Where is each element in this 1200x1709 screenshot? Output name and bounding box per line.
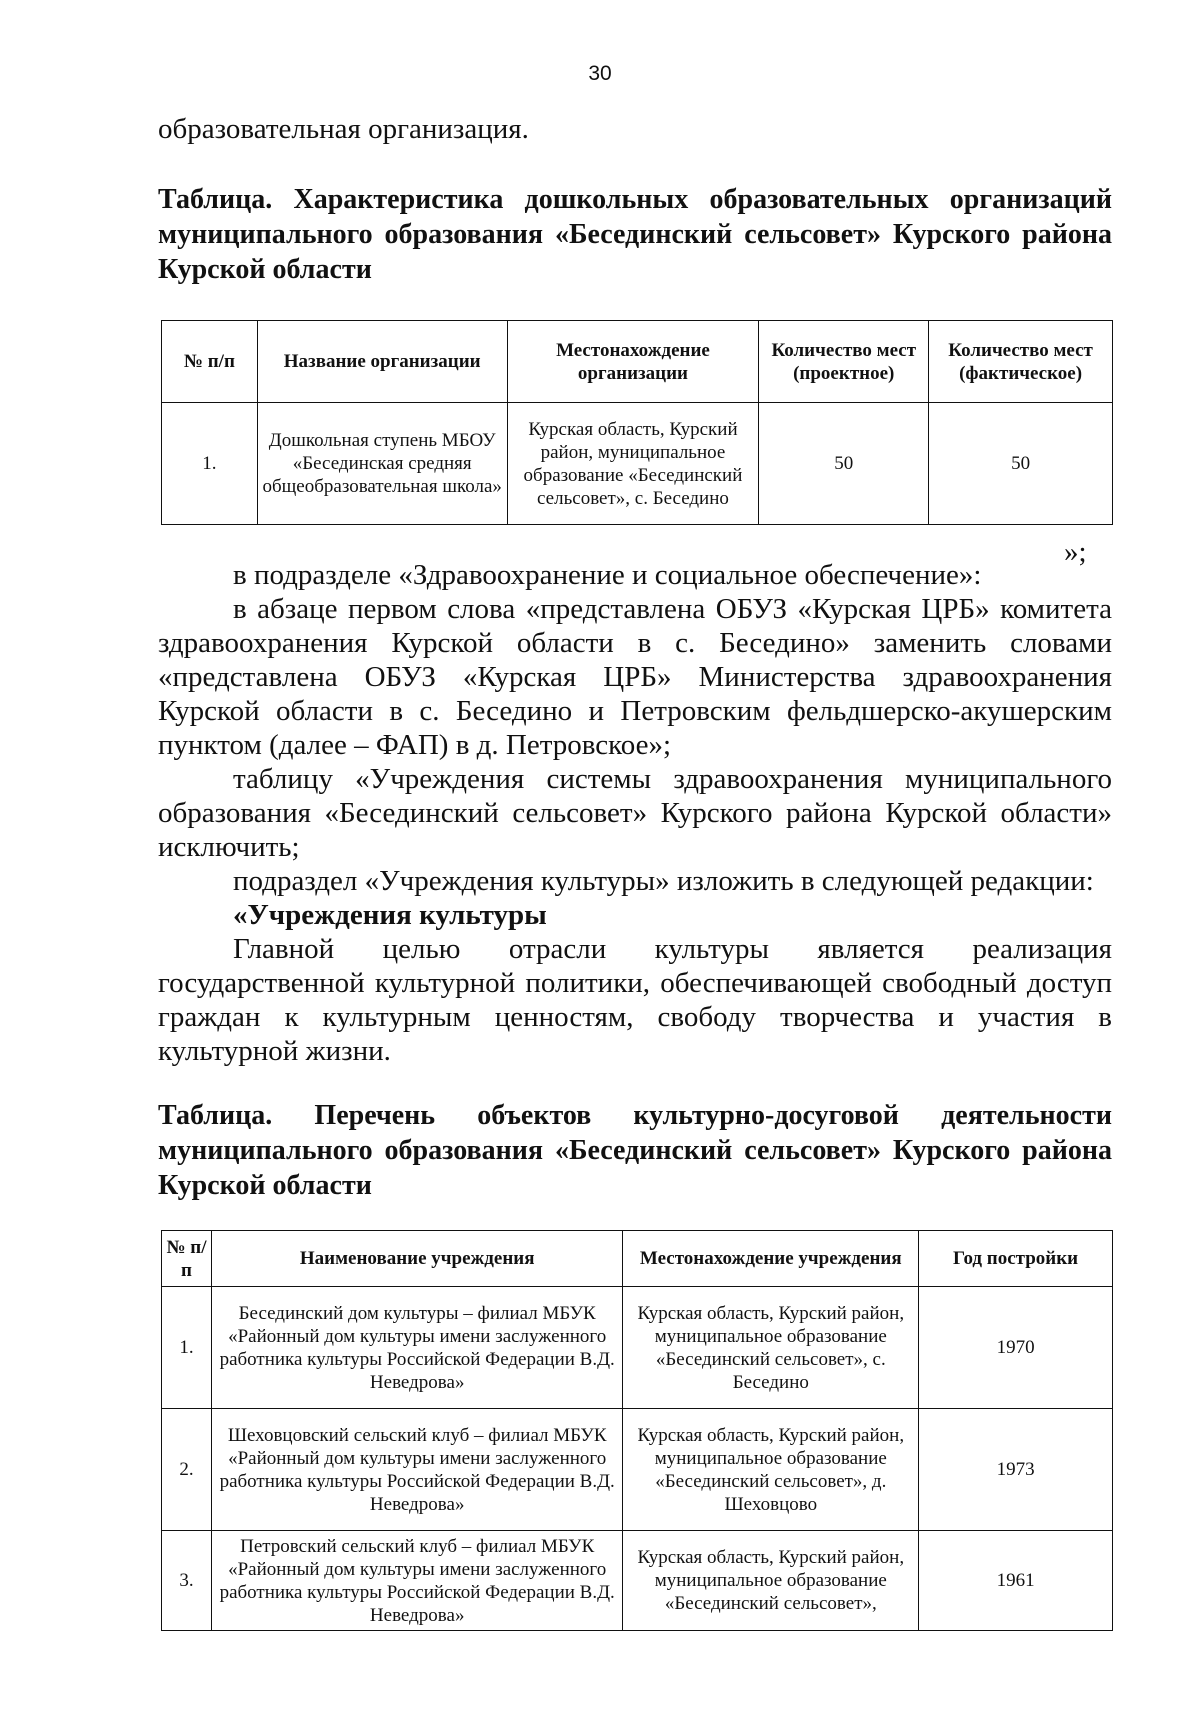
table2-header-name: Наименование учреждения — [211, 1231, 622, 1287]
table-row — [162, 1409, 1113, 1531]
table2-cell-num: 2. — [162, 1409, 212, 1531]
table1-cell-capacity-actual: 50 — [929, 403, 1113, 525]
table2-title-block — [158, 1098, 1112, 1203]
table2-cell-location: Курская область, Курский район, муниципальное образование «Бесединский сельсовет», с. Беседино — [623, 1287, 919, 1409]
table2-cell-year: 1961 — [919, 1531, 1113, 1631]
table2-header-num: № п/п — [162, 1231, 212, 1287]
closing-quote: »; — [1064, 536, 1087, 568]
table-row — [162, 1531, 1113, 1631]
page-number: 30 — [588, 62, 612, 85]
culture-heading: «Учреждения культуры — [233, 899, 547, 931]
table2-cell-location: Курская область, Курский район, муниципальное образование «Бесединский сельсовет», — [623, 1531, 919, 1631]
table1-cell-location: Курская область, Курский район, муниципальное образование «Бесединский сельсовет», с. Беседино — [507, 403, 759, 525]
paragraph-table-exclude: таблицу «Учреждения системы здравоохранения муниципального образования «Бесединский сельсовет» Курского района Курской области» исключить; — [158, 763, 1112, 863]
table2-cell-num: 3. — [162, 1531, 212, 1631]
table1-header-name: Название организации — [257, 321, 507, 403]
table2-cell-year: 1973 — [919, 1409, 1113, 1531]
table1-header-capacity-project: Количество мест (проектное) — [759, 321, 929, 403]
body-text — [158, 558, 1112, 1068]
table2-cell-name: Шеховцовский сельский клуб – филиал МБУК «Районный дом культуры имени заслуженного работника культуры Российской Федерации В.Д. Неведрова» — [211, 1409, 622, 1531]
culture-table — [161, 1230, 1113, 1631]
table1-header-location: Местонахождение организации — [507, 321, 759, 403]
intro-line: образовательная организация. — [158, 113, 529, 145]
table2-cell-location: Курская область, Курский район, муниципальное образование «Бесединский сельсовет», д. Шеховцово — [623, 1409, 919, 1531]
intro-line-block — [158, 112, 1112, 146]
table-row — [162, 403, 1113, 525]
preschool-table — [161, 320, 1113, 525]
table2-header-location: Местонахождение учреждения — [623, 1231, 919, 1287]
paragraph-replace-words: в абзаце первом слова «представлена ОБУЗ «Курская ЦРБ» комитета здравоохранения Курской области в с. Беседино» заменить словами «представлена ОБУЗ «Курская ЦРБ» Министерства здравоохранения Курской области в с. Беседино и Петровским фельдшерско-акушерским пунктом (далее – ФАП) в д. Петровское»; — [158, 593, 1112, 761]
table2-cell-num: 1. — [162, 1287, 212, 1409]
table1-cell-capacity-project: 50 — [759, 403, 929, 525]
table2-cell-name: Бесединский дом культуры – филиал МБУК «Районный дом культуры имени заслуженного работника культуры Российской Федерации В.Д. Неведрова» — [211, 1287, 622, 1409]
table1-cell-name: Дошкольная ступень МБОУ «Бесединская средняя общеобразовательная школа» — [257, 403, 507, 525]
table1-title-block — [158, 182, 1112, 287]
culture-paragraph: Главной целью отрасли культуры является реализация государственной культурной политики, обеспечивающей свободный доступ граждан к культурным ценностям, свободу творчества и участия в культурной жизни. — [158, 933, 1112, 1067]
table2-cell-name: Петровский сельский клуб – филиал МБУК «Районный дом культуры имени заслуженного работника культуры Российской Федерации В.Д. Неведрова» — [211, 1531, 622, 1631]
table1-header-num: № п/п — [162, 321, 258, 403]
table2-header-year: Год постройки — [919, 1231, 1113, 1287]
paragraph-culture-subsection: подраздел «Учреждения культуры» изложить в следующей редакции: — [233, 865, 1094, 897]
paragraph-health-subsection: в подразделе «Здравоохранение и социальное обеспечение»: — [233, 559, 982, 591]
table1-cell-num: 1. — [162, 403, 258, 525]
table-row — [162, 1287, 1113, 1409]
table2-cell-year: 1970 — [919, 1287, 1113, 1409]
table1-title: Таблица. Характеристика дошкольных образовательных организаций муниципального образования «Бесединский сельсовет» Курского района Курской области — [158, 184, 1112, 285]
table1-header-capacity-actual: Количество мест (фактическое) — [929, 321, 1113, 403]
table2-title: Таблица. Перечень объектов культурно-досуговой деятельности муниципального образования «Бесединский сельсовет» Курского района Курской области — [158, 1100, 1112, 1201]
